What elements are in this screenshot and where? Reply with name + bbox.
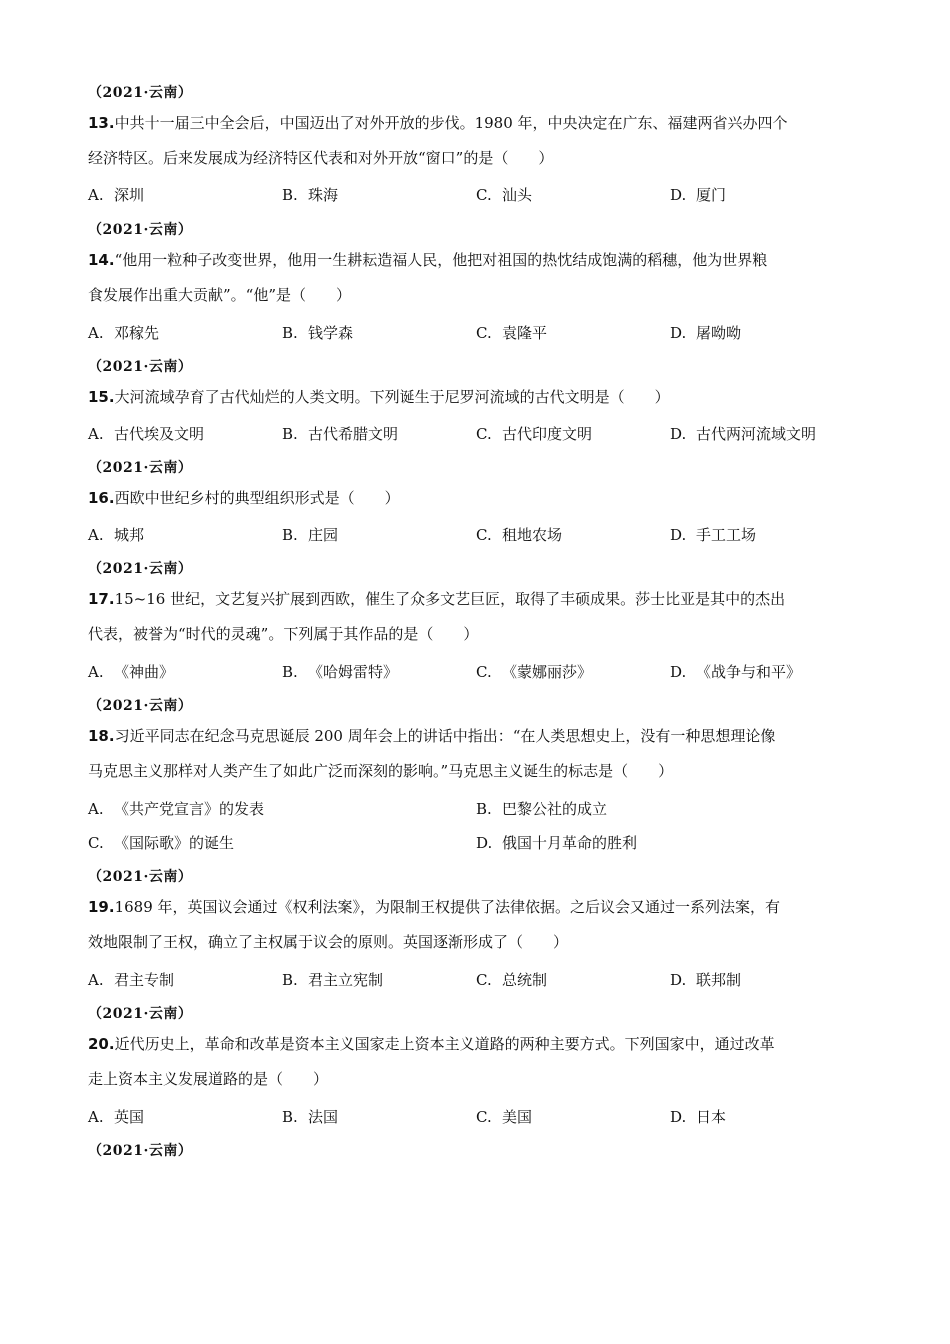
option-b[interactable]: B. 钱学森: [282, 324, 354, 342]
question-number: 20.: [88, 1035, 115, 1053]
options-18-row1: [88, 798, 868, 822]
option-d[interactable]: D. 手工工场: [670, 526, 757, 544]
question-number: 18.: [88, 727, 115, 745]
question-19: [88, 890, 862, 960]
option-a[interactable]: A. 君主专制: [88, 971, 175, 989]
question-number: 13.: [88, 114, 115, 132]
option-c[interactable]: C. 美国: [476, 1108, 533, 1126]
question-20: [88, 1027, 862, 1097]
question-text: 经济特区。后来发展成为经济特区代表和对外开放“窗口”的是（ ）: [88, 149, 554, 167]
question-text: 15~16 世纪，文艺复兴扩展到西欧，催生了众多文艺巨匠，取得了丰硕成果。莎士比亚是其中的杰出: [114, 590, 786, 608]
option-a[interactable]: A. 邓稼先: [88, 324, 160, 342]
question-text: 习近平同志在纪念马克思诞辰 200 周年会上的讲话中指出：“在人类思想史上，没有一种思想理论像: [114, 727, 776, 745]
question-text: 中共十一届三中全会后，中国迈出了对外开放的步伐。1980 年，中央决定在广东、福建两省兴办四个: [114, 114, 788, 132]
question-source: （2021·云南）: [88, 359, 193, 375]
options-16: [88, 524, 868, 548]
option-b[interactable]: B. 《哈姆雷特》: [282, 663, 399, 681]
question-16: [88, 481, 862, 516]
question-text: 走上资本主义发展道路的是（ ）: [88, 1070, 329, 1088]
question-number: 19.: [88, 898, 115, 916]
option-b[interactable]: B. 法国: [282, 1108, 339, 1126]
option-c[interactable]: C. 古代印度文明: [476, 425, 593, 443]
option-a[interactable]: A. 古代埃及文明: [88, 425, 205, 443]
options-20: [88, 1106, 868, 1130]
option-d[interactable]: D. 日本: [670, 1108, 727, 1126]
option-d[interactable]: D. 古代两河流域文明: [670, 425, 817, 443]
question-source: （2021·云南）: [88, 460, 193, 476]
question-source: （2021·云南）: [88, 222, 193, 238]
question-text: 大河流域孕育了古代灿烂的人类文明。下列诞生于尼罗河流域的古代文明是（ ）: [114, 388, 670, 406]
question-number: 16.: [88, 489, 115, 507]
option-d[interactable]: D. 《战争与和平》: [670, 663, 802, 681]
options-19: [88, 969, 868, 993]
options-18-row2: [88, 832, 868, 856]
options-14: [88, 322, 868, 346]
question-text: 1689 年，英国议会通过《权利法案》，为限制王权提供了法律依据。之后议会又通过一系列法案，有: [114, 898, 781, 916]
question-number: 17.: [88, 590, 115, 608]
option-c[interactable]: C. 《蒙娜丽莎》: [476, 663, 593, 681]
question-source: （2021·云南）: [88, 869, 193, 885]
question-text: 代表，被誉为“时代的灵魂”。下列属于其作品的是（ ）: [88, 625, 479, 643]
question-14: [88, 243, 862, 313]
options-15: [88, 423, 868, 447]
question-source: （2021·云南）: [88, 85, 193, 101]
option-a[interactable]: A. 英国: [88, 1108, 145, 1126]
option-d[interactable]: D. 屠呦呦: [670, 324, 742, 342]
option-c[interactable]: C. 租地农场: [476, 526, 563, 544]
question-text: 近代历史上，革命和改革是资本主义国家走上资本主义道路的两种主要方式。下列国家中，通过改革: [114, 1035, 775, 1053]
question-source: （2021·云南）: [88, 561, 193, 577]
option-b[interactable]: B. 巴黎公社的成立: [476, 800, 608, 818]
option-c[interactable]: C. 袁隆平: [476, 324, 548, 342]
option-b[interactable]: B. 古代希腊文明: [282, 425, 399, 443]
question-number: 15.: [88, 388, 115, 406]
option-a[interactable]: A. 《神曲》: [88, 663, 175, 681]
question-source: （2021·云南）: [88, 1143, 193, 1159]
option-a[interactable]: A. 城邦: [88, 526, 145, 544]
option-a[interactable]: A. 深圳: [88, 186, 145, 204]
option-b[interactable]: B. 庄园: [282, 526, 339, 544]
option-a[interactable]: A. 《共产党宣言》的发表: [88, 800, 265, 818]
question-text: “他用一粒种子改变世界，他用一生耕耘造福人民，他把对祖国的热忱结成饱满的稻穗，他为世界粮: [114, 251, 768, 269]
question-number: 14.: [88, 251, 115, 269]
option-b[interactable]: B. 君主立宪制: [282, 971, 384, 989]
option-b[interactable]: B. 珠海: [282, 186, 339, 204]
option-d[interactable]: D. 联邦制: [670, 971, 742, 989]
question-text: 西欧中世纪乡村的典型组织形式是（ ）: [114, 489, 400, 507]
question-text: 马克思主义那样对人类产生了如此广泛而深刻的影响。”马克思主义诞生的标志是（ ）: [88, 762, 674, 780]
options-17: [88, 661, 868, 685]
question-13: [88, 106, 862, 176]
question-source: （2021·云南）: [88, 698, 193, 714]
options-13: [88, 184, 868, 208]
question-15: [88, 380, 862, 415]
question-18: [88, 719, 862, 789]
option-d[interactable]: D. 俄国十月革命的胜利: [476, 834, 638, 852]
option-c[interactable]: C. 汕头: [476, 186, 533, 204]
option-c[interactable]: C. 《国际歌》的诞生: [88, 834, 235, 852]
option-d[interactable]: D. 厦门: [670, 186, 727, 204]
question-text: 食发展作出重大贡献”。“他”是（ ）: [88, 286, 352, 304]
option-c[interactable]: C. 总统制: [476, 971, 548, 989]
question-text: 效地限制了王权，确立了主权属于议会的原则。英国逐渐形成了（ ）: [88, 933, 569, 951]
question-source: （2021·云南）: [88, 1006, 193, 1022]
question-17: [88, 582, 862, 652]
